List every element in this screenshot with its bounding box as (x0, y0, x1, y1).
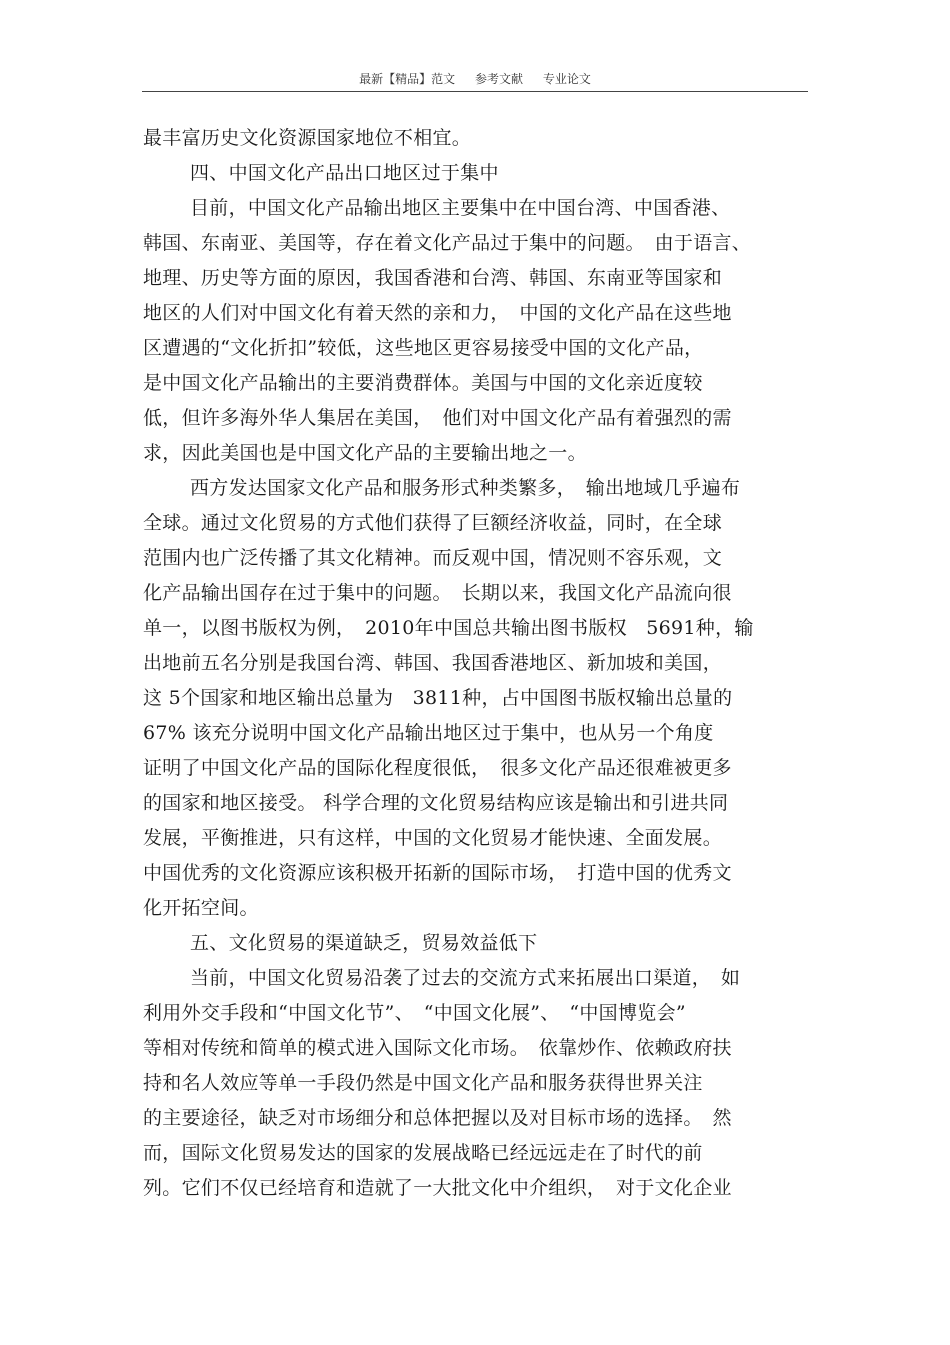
text-line: 区遭遇的“文化折扣”较低，这些地区更容易接受中国的文化产品， (143, 337, 704, 359)
text-line: 利用外交手段和“中国文化节”、 “中国文化展”、 “中国博览会” (143, 1002, 686, 1024)
section-heading-five: 五、文化贸易的渠道缺乏，贸易效益低下 (190, 932, 538, 954)
text-line: 等相对传统和简单的模式进入国际文化市场。 依靠炒作、依赖政府扶 (143, 1037, 732, 1059)
page-header (142, 70, 808, 87)
text-line: 列。它们不仅已经培育和造就了一大批文化中介组织， 对于文化企业 (143, 1177, 732, 1199)
text-line: 当前，中国文化贸易沿袭了过去的交流方式来拓展出口渠道， 如 (190, 967, 741, 989)
text-line: 单一，以图书版权为例， 2010年中国总共输出图书版权 5691种，输 (143, 617, 754, 639)
text-line: 目前，中国文化产品输出地区主要集中在中国台湾、中国香港、 (190, 197, 731, 219)
text-line: 最丰富历史文化资源国家地位不相宜。 (143, 127, 472, 149)
header-item-cankao: 参考文献 (474, 72, 523, 86)
text-line: 而，国际文化贸易发达的国家的发展战略已经远远走在了时代的前 (143, 1142, 703, 1164)
text-line: 的主要途径，缺乏对市场细分和总体把握以及对目标市场的选择。 然 (143, 1107, 732, 1129)
header-item-lunwen: 专业论文 (542, 72, 591, 86)
text-line: 持和名人效应等单一手段仍然是中国文化产品和服务获得世界关注 (143, 1072, 703, 1094)
text-line: 地理、历史等方面的原因，我国香港和台湾、韩国、东南亚等国家和 (143, 267, 723, 289)
text-line: 韩国、东南亚、美国等，存在着文化产品过于集中的问题。 由于语言、 (143, 232, 752, 254)
text-line: 证明了中国文化产品的国际化程度很低， 很多文化产品还很难被更多 (143, 757, 732, 779)
text-line: 67% 该充分说明中国文化产品输出地区过于集中，也从另一个角度 (143, 722, 714, 744)
text-line: 发展，平衡推进，只有这样，中国的文化贸易才能快速、全面发展。 (143, 827, 723, 849)
text-line: 这 5个国家和地区输出总量为 3811种，占中国图书版权输出总量的 (143, 687, 733, 709)
text-line: 求，因此美国也是中国文化产品的主要输出地之一。 (143, 442, 587, 464)
text-line: 的国家和地区接受。 科学合理的文化贸易结构应该是输出和引进共同 (143, 792, 729, 814)
text-line: 全球。通过文化贸易的方式他们获得了巨额经济收益，同时，在全球 (143, 512, 723, 534)
text-line: 化产品输出国存在过于集中的问题。 长期以来，我国文化产品流向很 (143, 582, 732, 604)
text-line: 地区的人们对中国文化有着天然的亲和力， 中国的文化产品在这些地 (143, 302, 732, 324)
text-line: 中国优秀的文化资源应该积极开拓新的国际市场， 打造中国的优秀文 (143, 862, 732, 884)
text-line: 化开拓空间。 (143, 897, 259, 919)
section-heading-four: 四、中国文化产品出口地区过于集中 (190, 162, 499, 184)
header-divider (142, 91, 808, 92)
header-item-fanwen: 最新【精品】范文 (359, 72, 456, 86)
text-line: 西方发达国家文化产品和服务形式种类繁多， 输出地域几乎遍布 (190, 477, 741, 499)
text-line: 低，但许多海外华人集居在美国， 他们对中国文化产品有着强烈的需 (143, 407, 732, 429)
text-line: 出地前五名分别是我国台湾、韩国、我国香港地区、新加坡和美国， (143, 652, 723, 674)
text-line: 是中国文化产品输出的主要消费群体。美国与中国的文化亲近度较 (143, 372, 703, 394)
text-line: 范围内也广泛传播了其文化精神。而反观中国，情况则不容乐观，文 (143, 547, 723, 569)
